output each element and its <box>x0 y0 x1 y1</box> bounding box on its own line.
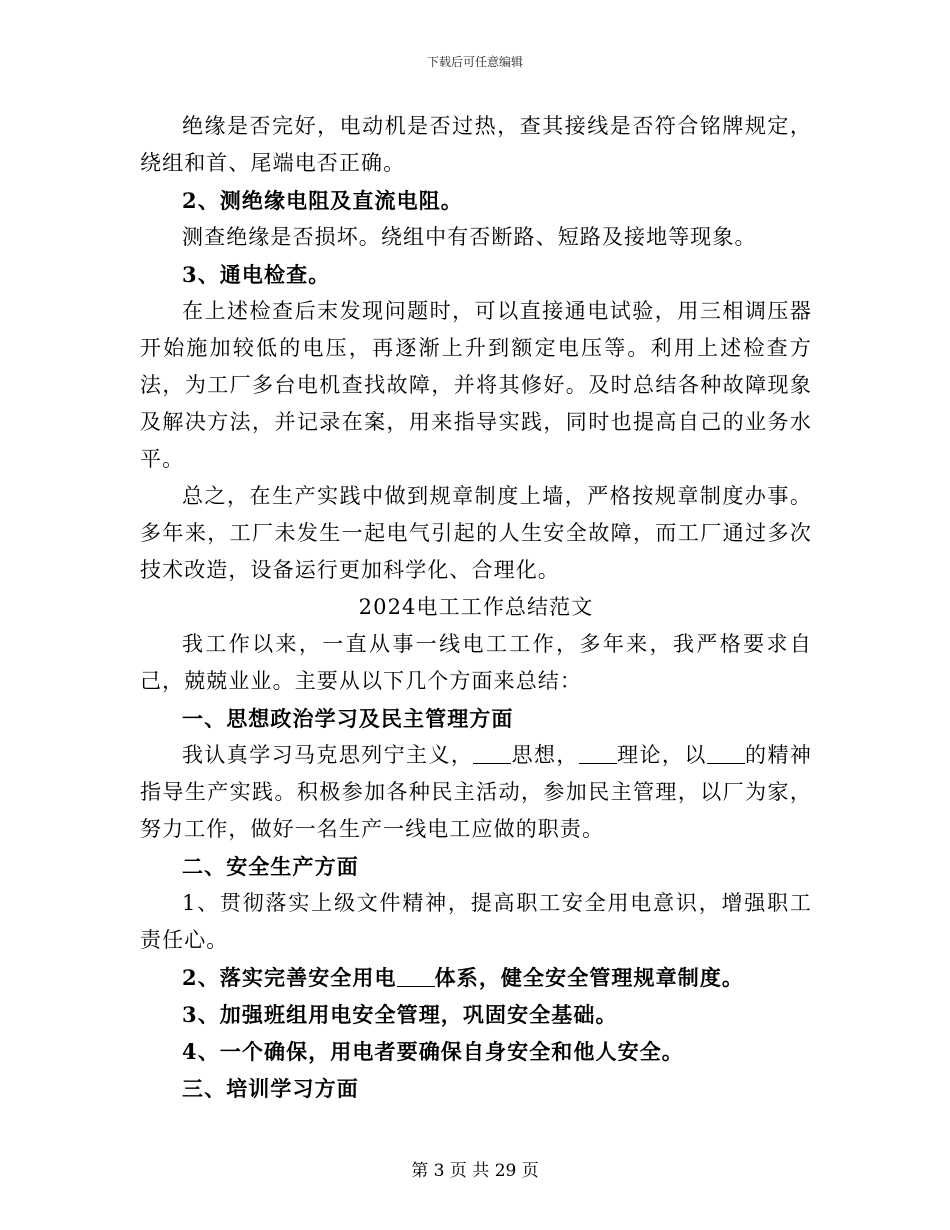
paragraph-safety-1: 1、贯彻落实上级文件精神，提高职工安全用电意识，增强职工责任心。 <box>140 891 812 952</box>
page-footer: 第 3 页 共 29 页 <box>411 1161 539 1181</box>
paragraph-power-test: 在上述检查后末发现问题时，可以直接通电试验，用三相调压器开始施加较低的电压，再逐渐上升到额定电压等。利用上述检查方法，为工厂多台电机查找故障，并将其修好。及时总结各种故障现象及解决方法，并记录在案，用来指导实践，同时也提高自己的业务水平。 <box>140 299 812 471</box>
section-heading-2: 二、安全生产方面 <box>182 854 359 879</box>
blank-underline <box>707 743 745 764</box>
step-heading-2: 2、测绝缘电阻及直流电阻。 <box>182 188 463 213</box>
text-segment: 我认真学习马克思列宁主义， <box>182 743 474 767</box>
page-header: 下载后可任意编辑 <box>426 55 523 69</box>
paragraph-intro: 我工作以来，一直从事一线电工工作，多年来，我严格要求自己，兢兢业业。主要从以下几个方面来总结： <box>140 632 812 693</box>
paragraph-insulation-check: 绝缘是否完好，电动机是否过热，查其接线是否符合铭牌规定，绕组和首、尾端电否正确。 <box>140 114 812 175</box>
text-segment: 体系，健全安全管理规章制度。 <box>434 965 745 990</box>
paragraph-summary: 总之，在生产实践中做到规章制度上墙，严格按规章制度办事。多年来，工厂未发生一起电气引起的人生安全故障，而工厂通过多次技术改造，设备运行更加科学化、合理化。 <box>140 484 812 582</box>
section-title: 2024电工工作总结范文 <box>358 595 594 619</box>
text-segment: 的精神指导生产实践。积极参加各种民主活动，参加民主管理，以厂为家，努力工作，做好一名生产一线电工应做的职责。 <box>140 743 812 841</box>
section-heading-1: 一、思想政治学习及民主管理方面 <box>182 706 514 731</box>
blank-underline <box>397 966 435 987</box>
paragraph-political-study <box>140 737 812 848</box>
paragraph-safety-2 <box>140 959 812 996</box>
paragraph-safety-4: 4、一个确保，用电者要确保自身安全和他人安全。 <box>182 1039 684 1064</box>
text-segment: 思想， <box>511 743 579 767</box>
step-heading-3: 3、通电检查。 <box>182 262 331 287</box>
section-heading-3: 三、培训学习方面 <box>182 1076 359 1101</box>
paragraph-insulation-test: 测查绝缘是否损坏。绕组中有否断路、短路及接地等现象。 <box>182 225 757 249</box>
text-segment: 理论，以 <box>616 743 707 767</box>
document-body <box>140 108 812 1107</box>
blank-underline <box>579 743 617 764</box>
paragraph-safety-3: 3、加强班组用电安全管理，巩固安全基础。 <box>182 1002 618 1027</box>
blank-underline <box>473 743 511 764</box>
text-segment: 2、落实完善安全用电 <box>182 965 397 990</box>
